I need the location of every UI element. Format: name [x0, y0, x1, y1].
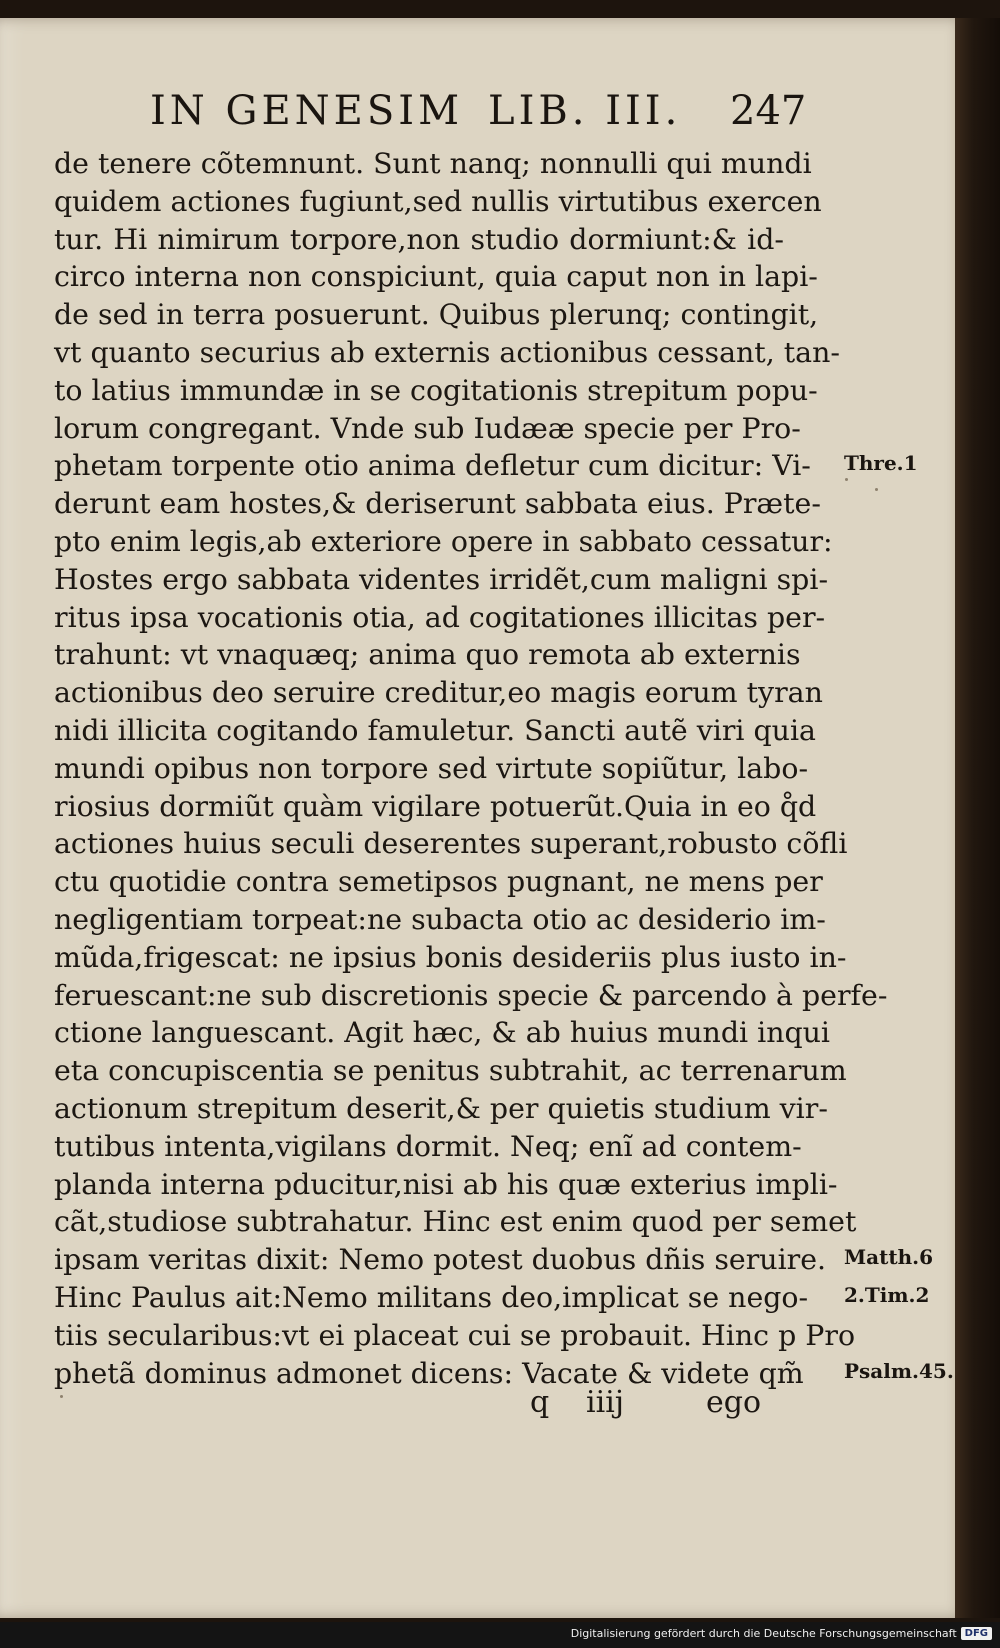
margin-note: Thre.1	[844, 451, 918, 476]
text-line: eta concupiscentia se penitus subtrahit, ac terrenarum	[54, 1054, 847, 1088]
margin-note: Matth.6	[844, 1245, 933, 1270]
text-line: de sed in terra posuerunt. Quibus plerunq; contingit,	[54, 298, 819, 332]
footer-credit	[571, 1627, 992, 1640]
text-line: circo interna non conspiciunt, quia caput non in lapi-	[54, 260, 818, 294]
running-head-book: LIB. III.	[488, 88, 682, 134]
text-line: ctu quotidie contra semetipsos pugnant, ne mens per	[54, 865, 823, 899]
ink-speck	[875, 488, 878, 491]
text-line: actionibus deo seruire creditur,eo magis eorum tyran	[54, 676, 823, 710]
text-line: Hinc Paulus ait:Nemo militans deo,implicat se nego-	[54, 1280, 809, 1314]
text-line: ctione languescant. Agit hæc, & ab huius mundi inqui	[54, 1016, 831, 1050]
text-line: feruescant:ne sub discretionis specie & parcendo à perfe-	[54, 978, 888, 1012]
text-line: phetã dominus admonet dicens: Vacate & videte qm̃	[54, 1356, 804, 1390]
text-line: actionum strepitum deserit,& per quietis studium vir-	[54, 1091, 828, 1125]
margin-note: Psalm.45.	[844, 1358, 954, 1383]
ink-speck	[60, 1395, 63, 1398]
text-line: mundi opibus non torpore sed virtute sopiũtur, labo-	[54, 751, 809, 785]
running-head-title: IN GENESIM	[150, 88, 464, 134]
text-line: ritus ipsa vocationis otia, ad cogitationes illicitas per-	[54, 600, 826, 634]
credit-text: Digitalisierung gefördert durch die Deutsche Forschungsgemeinschaft	[570, 1627, 957, 1640]
text-line: planda interna pducitur,nisi ab his quæ exterius impli-	[54, 1167, 838, 1201]
text-line: to latius immundæ in se cogitationis strepitum popu-	[54, 373, 818, 407]
page-number: 247	[730, 88, 807, 134]
text-line: phetam torpente otio anima defletur cum dicitur: Vi-	[54, 449, 811, 483]
page-edge	[955, 18, 1000, 1618]
signature-number: iiij	[586, 1385, 625, 1420]
text-line: tutibus intenta,vigilans dormit. Neq; enĩ ad contem-	[54, 1129, 802, 1163]
text-line: lorum congregant. Vnde sub Iudææ specie per Pro-	[54, 411, 801, 445]
text-line: pto enim legis,ab exteriore opere in sabbato cessatur:	[54, 524, 833, 558]
text-line: negligentiam torpeat:ne subacta otio ac desiderio im-	[54, 902, 826, 936]
ink-speck	[845, 478, 848, 481]
dfg-logo: DFG	[961, 1627, 992, 1640]
text-line: actiones huius seculi deserentes superant,robusto cõfli	[54, 827, 848, 861]
text-line: vt quanto securius ab externis actionibus cessant, tan-	[54, 335, 840, 369]
text-line: quidem actiones fugiunt,sed nullis virtutibus exercen	[54, 184, 822, 218]
margin-note: 2.Tim.2	[844, 1283, 930, 1307]
text-line: riosius dormiũt quàm vigilare potuerũt.Quia in eo q̊d	[54, 789, 817, 823]
text-line: cãt,studiose subtrahatur. Hinc est enim quod per semet	[54, 1205, 857, 1239]
text-line: Hostes ergo sabbata videntes irridẽt,cum maligni spi-	[54, 562, 829, 596]
text-line: mũda,frigescat: ne ipsius bonis desideriis plus iusto in-	[54, 940, 847, 974]
text-line: de tenere cõtemnunt. Sunt nanq; nonnulli qui mundi	[54, 147, 812, 180]
text-line: derunt eam hostes,& deriserunt sabbata eius. Præte-	[54, 487, 821, 521]
text-line: tiis secularibus:vt ei placeat cui se probauit. Hinc p Pro	[54, 1318, 856, 1352]
catchword: ego	[706, 1385, 762, 1420]
signature-mark: q	[530, 1385, 550, 1420]
body-text	[54, 145, 954, 1392]
text-line: ipsam veritas dixit: Nemo potest duobus dñis seruire.	[54, 1243, 827, 1277]
text-line: tur. Hi nimirum torpore,non studio dormiunt:& id-	[54, 222, 784, 256]
text-line: nidi illicita cogitando famuletur. Sancti autẽ viri quia	[54, 713, 816, 747]
text-line: trahunt: vt vnaquæq; anima quo remota ab externis	[54, 638, 801, 672]
